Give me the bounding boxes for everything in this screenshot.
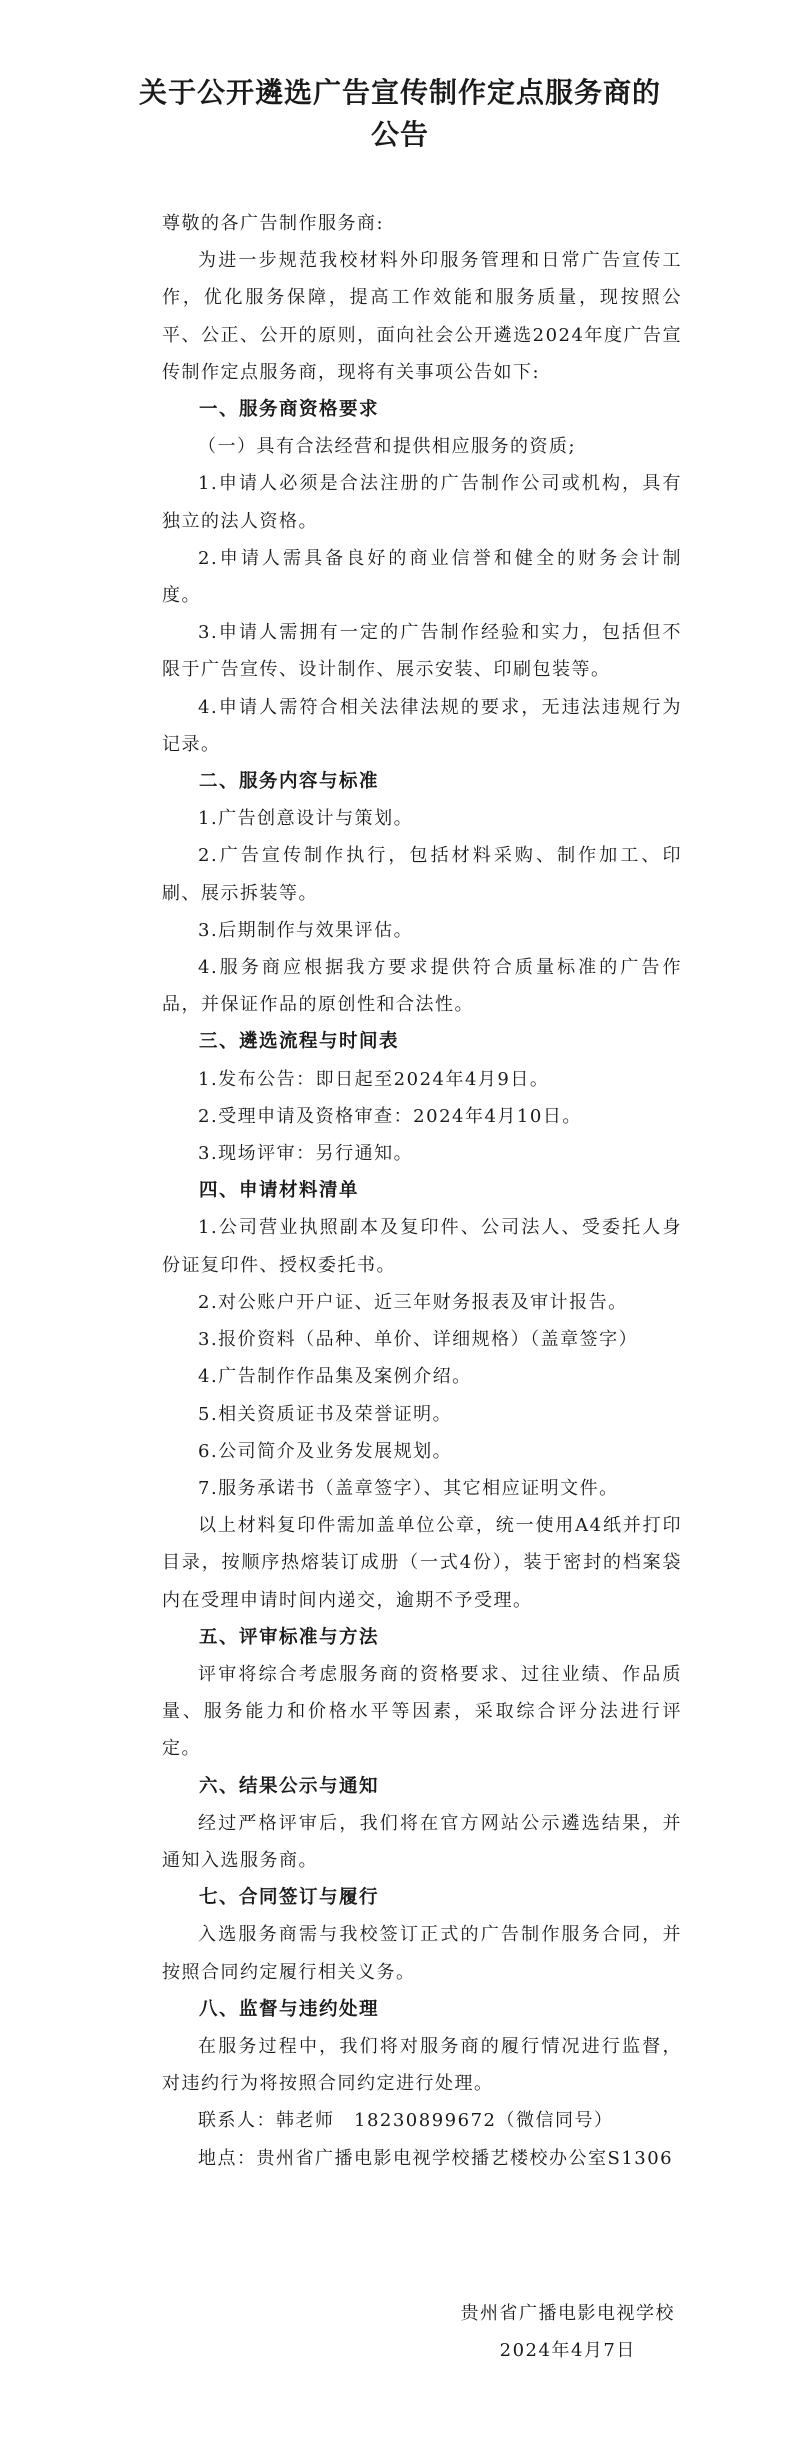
contact-line: 联系人：韩老师 18230899672（微信同号） bbox=[198, 2110, 614, 2132]
signature-date: 2024年4月7日 bbox=[499, 2340, 636, 2361]
materials-note: 以上材料复印件需加盖单位公章，统一使用A4纸并打印目录，按顺序热熔装订成册（一式4份），装于密封的档案袋内在受理申请时间内递交，逾期不予受理。 bbox=[162, 1515, 682, 1611]
results-text: 经过严格评审后，我们将在官方网站公示遴选结果，并通知入选服务商。 bbox=[162, 1812, 682, 1871]
material-item: 6.公司简介及业务发展规划。 bbox=[198, 1440, 453, 1462]
address-line: 地点：贵州省广播电影电视学校播艺楼校办公室S1306 bbox=[198, 2147, 674, 2169]
intro-paragraph: 为进一步规范我校材料外印服务管理和日常广告宣传工作，优化服务保障，提高工作效能和服务质量，现按照公平、公正、公开的原则，面向社会公开遴选2024年度广告宣传制作定点服务商，现将有关事项公告如下: bbox=[162, 250, 682, 383]
title-line-1: 关于公开遴选广告宣传制作定点服务商的 bbox=[138, 76, 661, 109]
process-item: 1.发布公告：即日起至2024年4月9日。 bbox=[198, 1068, 550, 1090]
qualification-item: 4.申请人需符合相关法律法规的要求，无违法违规行为记录。 bbox=[162, 696, 682, 755]
material-item: 1.公司营业执照副本及复印件、公司法人、受委托人身份证复印件、授权委托书。 bbox=[162, 1217, 682, 1276]
section-heading-evaluation: 五、评审标准与方法 bbox=[199, 1626, 380, 1648]
section-heading-supervision: 八、监督与违约处理 bbox=[199, 1998, 380, 2020]
process-item: 3.现场评审：另行通知。 bbox=[198, 1143, 414, 1165]
material-item: 2.对公账户开户证、近三年财务报表及审计报告。 bbox=[198, 1291, 628, 1313]
signature-block bbox=[461, 2295, 676, 2369]
process-item: 2.受理申请及资格审查：2024年4月10日。 bbox=[198, 1105, 582, 1127]
section-heading-contract: 七、合同签订与履行 bbox=[199, 1887, 380, 1909]
contract-text: 入选服务商需与我校签订正式的广告制作服务合同，并按照合同约定履行相关义务。 bbox=[162, 1924, 682, 1983]
section-heading-results: 六、结果公示与通知 bbox=[199, 1775, 380, 1797]
service-item: 4.服务商应根据我方要求提供符合质量标准的广告作品，并保证作品的原创性和合法性。 bbox=[162, 957, 682, 1016]
qualification-item: 2.申请人需具备良好的商业信誉和健全的财务会计制度。 bbox=[162, 547, 682, 607]
greeting: 尊敬的各广告制作服务商: bbox=[162, 213, 385, 234]
service-item: 2.广告宣传制作执行，包括材料采购、制作加工、印刷、展示拆装等。 bbox=[162, 845, 682, 904]
evaluation-text: 评审将综合考虑服务商的资格要求、过往业绩、作品质量、服务能力和价格水平等因素，采取综合评分法进行评定。 bbox=[162, 1663, 682, 1760]
qualification-sub-item: （一）具有合法经营和提供相应服务的资质; bbox=[198, 436, 577, 458]
signature-org: 贵州省广播电影电视学校 bbox=[460, 2303, 675, 2324]
material-item: 4.广告制作作品集及案例介绍。 bbox=[198, 1366, 472, 1388]
section-heading-process: 三、遴选流程与时间表 bbox=[199, 1031, 400, 1053]
qualification-item: 1.申请人必须是合法注册的广告制作公司或机构，具有独立的法人资格。 bbox=[162, 473, 682, 532]
supervision-text: 在服务过程中，我们将对服务商的履行情况进行监督，对违约行为将按照合同约定进行处理。 bbox=[162, 2035, 682, 2095]
material-item: 5.相关资质证书及荣誉证明。 bbox=[198, 1403, 453, 1425]
material-item: 3.报价资料（品种、单价、详细规格）（盖章签字） bbox=[198, 1329, 639, 1351]
service-item: 1.广告创意设计与策划。 bbox=[198, 808, 414, 830]
material-item: 7.服务承诺书（盖章签字）、其它相应证明文件。 bbox=[198, 1477, 619, 1499]
section-heading-qualification: 一、服务商资格要求 bbox=[199, 399, 380, 421]
qualification-item: 3.申请人需拥有一定的广告制作经验和实力，包括但不限于广告宣传、设计制作、展示安装、印刷包装等。 bbox=[162, 622, 682, 681]
service-item: 3.后期制作与效果评估。 bbox=[198, 919, 414, 941]
title-line-2: 公告 bbox=[370, 118, 429, 151]
section-heading-materials: 四、申请材料清单 bbox=[199, 1180, 360, 1202]
page-title bbox=[0, 72, 800, 156]
section-heading-service-content: 二、服务内容与标准 bbox=[199, 771, 380, 793]
announcement-body bbox=[162, 205, 682, 2177]
